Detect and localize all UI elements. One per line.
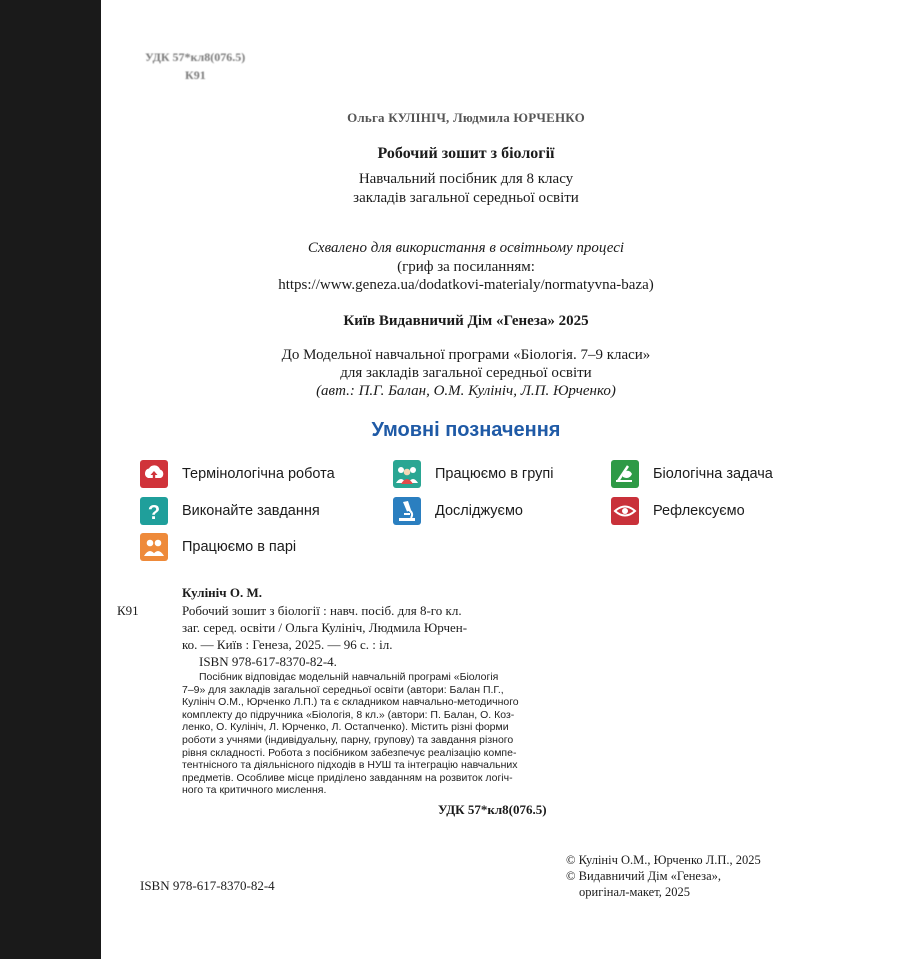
authors: Ольга КУЛІНІЧ, Людмила ЮРЧЕНКО (347, 110, 585, 125)
publisher-line: Київ Видавничий Дім «Генеза» 2025 (343, 313, 589, 329)
document-page (101, 0, 900, 959)
udk-header (145, 48, 245, 84)
annotation-line: предметів. Особливе місце приділено завданням на розвиток логіч- (182, 771, 513, 784)
annotation-line: Посібник відповідає модельній навчальній програмі «Біологія (199, 671, 499, 683)
annotation-line: ленко, О. Кулініч, Л. Юрченко, Л. Остапченко). Містить різні форми (182, 721, 509, 734)
bio-task-icon (610, 459, 640, 489)
annotation-line: рівня складності. Робота з посібником забезпечує реалізацію компе- (182, 746, 517, 759)
legend-item-group-work (392, 459, 553, 489)
legend-heading: Умовні позначення (371, 419, 561, 441)
legend-label-reflection: Рефлексуємо (653, 503, 745, 519)
legend-item-terminology (139, 459, 335, 489)
reflection-icon (610, 496, 640, 526)
copyright-publisher: © Видавничий Дім «Генеза», (566, 869, 721, 883)
annotation-line: 7–9» для закладів загальної середньої освіти (автори: Балан П.Г., (182, 683, 504, 696)
annotation-line: роботи з учнями (індивідуальну, парну, групову) та завдання різного (182, 733, 514, 746)
legend-item-reflection (610, 496, 745, 526)
legend-item-research (392, 496, 523, 526)
legend-label-bio-task: Біологічна задача (653, 466, 773, 482)
legend-item-pair-work (139, 532, 296, 562)
approval-line-2: (гриф за посиланням: (397, 259, 535, 275)
svg-text:?: ? (147, 502, 161, 524)
subtitle-line-2: закладів загальної середньої освіти (353, 190, 579, 206)
copyright-layout: оригінал-макет, 2025 (579, 885, 690, 899)
udk-code-top: УДК 57*кл8(076.5) (145, 50, 246, 64)
legend-label-research: Досліджуємо (435, 503, 523, 519)
program-line-1: До Модельної навчальної програми «Біологія. 7–9 класи» (281, 347, 651, 363)
legend-label-pair-work: Працюємо в парі (182, 539, 297, 555)
approval-line-1: Схвалено для використання в освітньому процесі (307, 240, 625, 256)
annotation-line: тентнісного та діяльнісного підходів в НУШ та інтеграцію навчальних (182, 759, 518, 772)
legend-item-task (139, 496, 320, 526)
program-line-2: для закладів загальної середньої освіти (340, 365, 592, 381)
catalog-udk: УДК 57*кл8(076.5) (438, 802, 547, 817)
group-work-icon (392, 459, 422, 489)
book-title: Робочий зошит з біології (377, 145, 555, 162)
question-icon (139, 496, 169, 526)
catalog-entry-3: ко. — Київ : Генеза, 2025. — 96 с. : іл. (182, 637, 393, 652)
microscope-icon (392, 496, 422, 526)
copyright-authors: © Кулініч О.М., Юрченко Л.П., 2025 (566, 853, 761, 867)
approval-link: https://www.geneza.ua/dodatkovi-materialy/normatyvna-baza) (278, 277, 654, 293)
footer-isbn: ISBN 978-617-8370-82-4 (140, 878, 275, 893)
catalog-code-top: К91 (185, 68, 206, 82)
pair-work-icon (139, 532, 169, 562)
catalog-entry-2: заг. серед. освіти / Ольга Кулініч, Людмила Юрчен- (182, 620, 468, 635)
legend-item-bio-task (610, 459, 773, 489)
terminology-icon (139, 459, 169, 489)
annotation-line: ного та критичного мислення. (182, 784, 327, 797)
program-authors: (авт.: П.Г. Балан, О.М. Кулініч, Л.П. Юрченко) (316, 383, 616, 399)
catalog-annotation (182, 671, 519, 797)
legend-label-terminology: Термінологічна робота (182, 466, 335, 482)
catalog-entry-1: Робочий зошит з біології : навч. посіб. для 8-го кл. (182, 603, 462, 618)
legend-label-task: Виконайте завдання (182, 503, 320, 519)
annotation-line: комплекту до підручника «Біологія, 8 кл.» (автори: П. Балан, О. Коз- (182, 708, 515, 721)
subtitle-line-1: Навчальний посібник для 8 класу (358, 171, 574, 187)
catalog-isbn: ISBN 978-617-8370-82-4. (199, 654, 337, 669)
annotation-line: Кулініч О.М., Юрченко Л.П.) та є складником навчально-методичного (182, 696, 519, 709)
catalog-author: Кулініч О. М. (182, 585, 262, 600)
legend-label-group-work: Працюємо в групі (435, 466, 554, 482)
catalog-code: К91 (117, 603, 139, 618)
